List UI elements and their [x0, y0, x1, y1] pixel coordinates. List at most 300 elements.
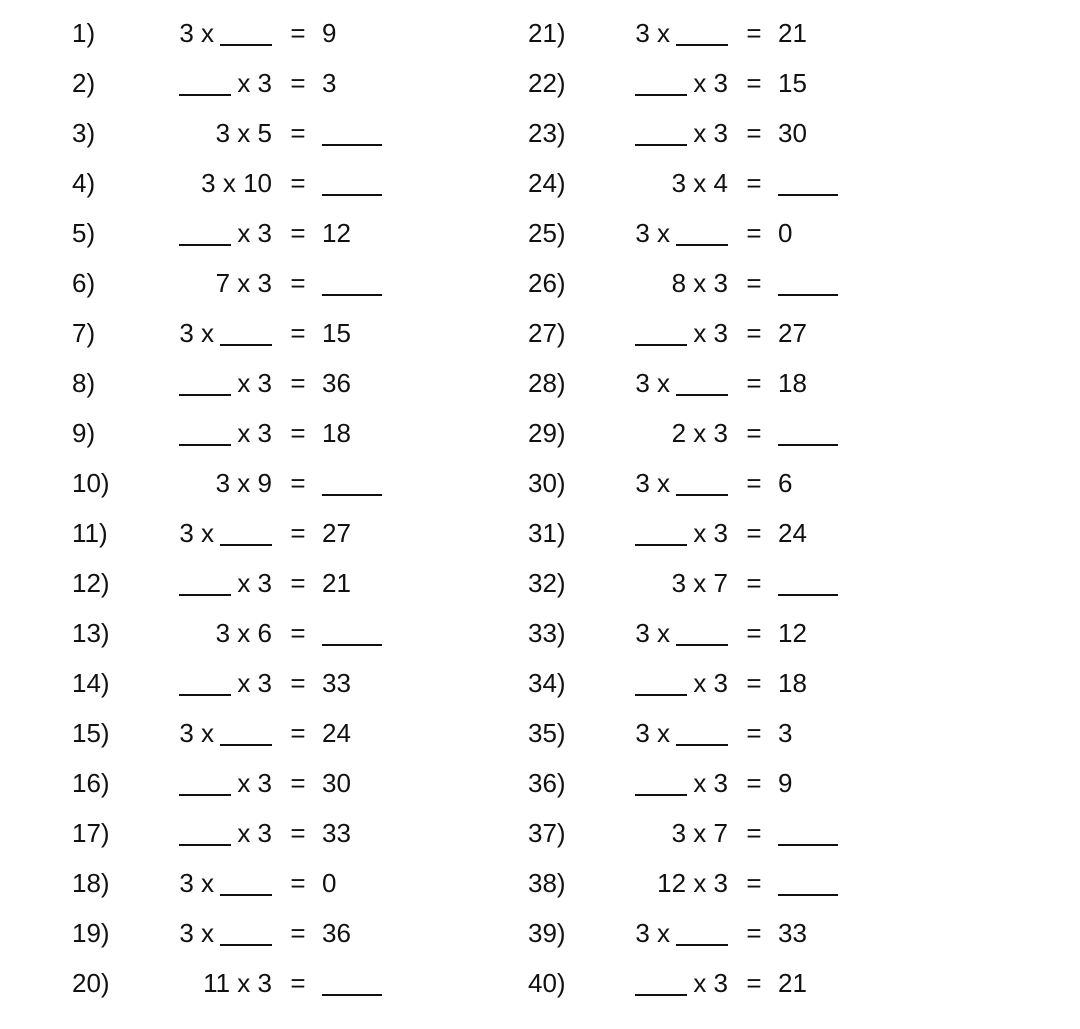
- equals-sign: =: [290, 718, 306, 748]
- equals-sign: =: [290, 518, 306, 548]
- expression-text: x 3: [237, 368, 272, 398]
- equals-sign: =: [290, 768, 306, 798]
- answer-blank[interactable]: [778, 258, 838, 296]
- answer-blank[interactable]: [322, 458, 382, 496]
- problem-number: 40): [528, 968, 566, 998]
- expression-text: x 3: [237, 818, 272, 848]
- expression-left: [168, 458, 272, 508]
- problem-number: 3): [72, 118, 96, 148]
- answer-blank[interactable]: [778, 558, 838, 596]
- problem-number: 29): [528, 418, 566, 448]
- result-value: 33: [322, 818, 351, 848]
- expression-right: [778, 208, 858, 258]
- answer-blank[interactable]: [179, 558, 231, 596]
- result-value: 21: [322, 568, 351, 598]
- expression-right: [778, 308, 858, 358]
- expression-text: x 3: [693, 68, 728, 98]
- equals-sign: =: [746, 568, 762, 598]
- expression-left: [624, 708, 728, 758]
- problem-row: [528, 608, 948, 658]
- expression-right: [778, 858, 858, 908]
- equals-sign: =: [746, 718, 762, 748]
- problem-number: 2): [72, 68, 96, 98]
- problem-number: 5): [72, 218, 96, 248]
- answer-blank[interactable]: [635, 508, 687, 546]
- expression-left: [168, 858, 272, 908]
- result-value: 0: [778, 218, 793, 248]
- expression-text: 3 x: [635, 368, 670, 398]
- equals-sign: =: [746, 118, 762, 148]
- problem-number: 12): [72, 568, 110, 598]
- expression-right: [778, 758, 858, 808]
- expression-text: 2 x 3: [671, 418, 728, 448]
- problem-column-right: [528, 8, 948, 1018]
- problem-number: 7): [72, 318, 96, 348]
- expression-text: x 3: [693, 968, 728, 998]
- expression-right: [778, 458, 858, 508]
- expression-left: [624, 508, 728, 558]
- expression-text: 3 x: [179, 518, 214, 548]
- problem-number: 25): [528, 218, 566, 248]
- equals-sign: =: [290, 368, 306, 398]
- result-value: 12: [778, 618, 807, 648]
- expression-text: 3 x: [635, 468, 670, 498]
- expression-text: 3 x: [635, 718, 670, 748]
- equals-sign: =: [290, 868, 306, 898]
- answer-blank[interactable]: [179, 58, 231, 96]
- problem-number: 18): [72, 868, 110, 898]
- expression-left: [168, 758, 272, 808]
- equals-sign: =: [290, 68, 306, 98]
- answer-blank[interactable]: [676, 608, 728, 646]
- expression-left: [168, 108, 272, 158]
- expression-text: 3 x 7: [671, 818, 728, 848]
- expression-right: [322, 608, 402, 658]
- equals-sign: =: [290, 968, 306, 998]
- problem-row: [528, 158, 948, 208]
- problem-number: 9): [72, 418, 96, 448]
- problem-row: [528, 58, 948, 108]
- expression-left: [168, 8, 272, 58]
- equals-sign: =: [290, 568, 306, 598]
- answer-blank[interactable]: [220, 908, 272, 946]
- answer-blank[interactable]: [322, 608, 382, 646]
- answer-blank[interactable]: [179, 808, 231, 846]
- expression-text: x 3: [237, 768, 272, 798]
- expression-right: [778, 408, 858, 458]
- expression-right: [778, 808, 858, 858]
- answer-blank[interactable]: [322, 958, 382, 996]
- expression-left: [168, 158, 272, 208]
- result-value: 30: [322, 768, 351, 798]
- result-value: 3: [778, 718, 793, 748]
- answer-blank[interactable]: [676, 708, 728, 746]
- expression-text: x 3: [237, 68, 272, 98]
- equals-sign: =: [746, 868, 762, 898]
- expression-left: [624, 658, 728, 708]
- expression-left: [168, 508, 272, 558]
- problem-number: 10): [72, 468, 110, 498]
- answer-blank[interactable]: [635, 58, 687, 96]
- problem-number: 13): [72, 618, 110, 648]
- expression-text: 3 x 4: [671, 168, 728, 198]
- multiplication-worksheet: [0, 8, 1080, 1018]
- problem-row: [528, 108, 948, 158]
- equals-sign: =: [290, 918, 306, 948]
- answer-blank[interactable]: [635, 958, 687, 996]
- expression-text: 3 x 10: [201, 168, 272, 198]
- problem-number: 20): [72, 968, 110, 998]
- equals-sign: =: [746, 468, 762, 498]
- problem-number: 32): [528, 568, 566, 598]
- expression-right: [322, 108, 402, 158]
- answer-blank[interactable]: [179, 208, 231, 246]
- result-value: 21: [778, 18, 807, 48]
- expression-right: [322, 658, 402, 708]
- expression-right: [778, 8, 858, 58]
- expression-left: [624, 408, 728, 458]
- result-value: 9: [778, 768, 793, 798]
- result-value: 12: [322, 218, 351, 248]
- answer-blank[interactable]: [676, 208, 728, 246]
- expression-text: x 3: [693, 668, 728, 698]
- expression-right: [322, 708, 402, 758]
- expression-text: 8 x 3: [671, 268, 728, 298]
- expression-left: [624, 958, 728, 1008]
- expression-left: [624, 108, 728, 158]
- expression-right: [322, 258, 402, 308]
- answer-blank[interactable]: [220, 508, 272, 546]
- problem-number: 28): [528, 368, 566, 398]
- equals-sign: =: [290, 218, 306, 248]
- expression-left: [168, 608, 272, 658]
- expression-right: [778, 358, 858, 408]
- answer-blank[interactable]: [635, 658, 687, 696]
- expression-text: 3 x: [179, 318, 214, 348]
- result-value: 24: [322, 718, 351, 748]
- problem-number: 1): [72, 18, 96, 48]
- expression-text: 3 x: [179, 718, 214, 748]
- expression-left: [168, 958, 272, 1008]
- equals-sign: =: [746, 968, 762, 998]
- equals-sign: =: [746, 668, 762, 698]
- equals-sign: =: [290, 118, 306, 148]
- expression-left: [168, 258, 272, 308]
- answer-blank[interactable]: [220, 308, 272, 346]
- expression-text: 3 x: [179, 18, 214, 48]
- problem-row: [528, 708, 948, 758]
- result-value: 0: [322, 868, 337, 898]
- expression-text: 7 x 3: [215, 268, 272, 298]
- problem-row: [72, 808, 492, 858]
- problem-row: [528, 408, 948, 458]
- problem-row: [72, 708, 492, 758]
- expression-left: [624, 758, 728, 808]
- expression-left: [624, 208, 728, 258]
- expression-right: [778, 258, 858, 308]
- answer-blank[interactable]: [220, 858, 272, 896]
- expression-right: [778, 708, 858, 758]
- problem-row: [528, 758, 948, 808]
- answer-blank[interactable]: [322, 108, 382, 146]
- expression-text: 3 x: [635, 918, 670, 948]
- expression-text: 3 x 7: [671, 568, 728, 598]
- expression-right: [778, 158, 858, 208]
- problem-number: 24): [528, 168, 566, 198]
- result-value: 36: [322, 918, 351, 948]
- equals-sign: =: [746, 168, 762, 198]
- problem-number: 17): [72, 818, 110, 848]
- expression-right: [322, 858, 402, 908]
- answer-blank[interactable]: [179, 658, 231, 696]
- expression-right: [322, 508, 402, 558]
- result-value: 27: [778, 318, 807, 348]
- problem-row: [72, 458, 492, 508]
- equals-sign: =: [746, 918, 762, 948]
- expression-text: 3 x: [635, 218, 670, 248]
- problem-number: 30): [528, 468, 566, 498]
- problem-number: 38): [528, 868, 566, 898]
- expression-right: [322, 158, 402, 208]
- equals-sign: =: [746, 18, 762, 48]
- expression-right: [322, 808, 402, 858]
- answer-blank[interactable]: [220, 708, 272, 746]
- problem-number: 6): [72, 268, 96, 298]
- result-value: 15: [778, 68, 807, 98]
- equals-sign: =: [290, 618, 306, 648]
- problem-row: [528, 508, 948, 558]
- expression-right: [778, 658, 858, 708]
- expression-right: [322, 458, 402, 508]
- expression-text: 12 x 3: [657, 868, 728, 898]
- expression-text: 3 x: [635, 18, 670, 48]
- answer-blank[interactable]: [322, 158, 382, 196]
- expression-right: [322, 58, 402, 108]
- problem-row: [72, 108, 492, 158]
- problem-row: [528, 208, 948, 258]
- answer-blank[interactable]: [778, 408, 838, 446]
- problem-row: [72, 258, 492, 308]
- problem-row: [72, 158, 492, 208]
- expression-left: [624, 608, 728, 658]
- problem-number: 37): [528, 818, 566, 848]
- problem-row: [72, 308, 492, 358]
- problem-row: [528, 858, 948, 908]
- answer-blank[interactable]: [322, 258, 382, 296]
- equals-sign: =: [746, 618, 762, 648]
- expression-text: x 3: [237, 568, 272, 598]
- expression-right: [322, 558, 402, 608]
- equals-sign: =: [290, 268, 306, 298]
- expression-right: [778, 108, 858, 158]
- problem-row: [72, 208, 492, 258]
- expression-left: [624, 158, 728, 208]
- expression-text: x 3: [693, 318, 728, 348]
- expression-left: [168, 358, 272, 408]
- result-value: 33: [322, 668, 351, 698]
- answer-blank[interactable]: [635, 308, 687, 346]
- problem-row: [528, 308, 948, 358]
- expression-left: [168, 408, 272, 458]
- equals-sign: =: [746, 68, 762, 98]
- problem-number: 27): [528, 318, 566, 348]
- problem-number: 19): [72, 918, 110, 948]
- expression-right: [322, 408, 402, 458]
- result-value: 18: [778, 668, 807, 698]
- result-value: 3: [322, 68, 337, 98]
- result-value: 6: [778, 468, 793, 498]
- expression-left: [624, 908, 728, 958]
- equals-sign: =: [290, 668, 306, 698]
- problem-number: 22): [528, 68, 566, 98]
- expression-text: 3 x: [179, 868, 214, 898]
- expression-right: [322, 358, 402, 408]
- expression-right: [322, 758, 402, 808]
- expression-left: [624, 858, 728, 908]
- problem-row: [72, 358, 492, 408]
- result-value: 15: [322, 318, 351, 348]
- expression-left: [624, 258, 728, 308]
- expression-left: [624, 458, 728, 508]
- expression-right: [778, 608, 858, 658]
- expression-left: [168, 708, 272, 758]
- expression-text: 11 x 3: [203, 968, 272, 998]
- expression-right: [778, 58, 858, 108]
- equals-sign: =: [746, 268, 762, 298]
- problem-row: [528, 908, 948, 958]
- problem-row: [72, 608, 492, 658]
- expression-left: [168, 58, 272, 108]
- result-value: 36: [322, 368, 351, 398]
- expression-right: [778, 908, 858, 958]
- problem-row: [72, 408, 492, 458]
- problem-row: [528, 458, 948, 508]
- expression-left: [168, 908, 272, 958]
- problem-number: 21): [528, 18, 566, 48]
- result-value: 18: [322, 418, 351, 448]
- problem-row: [72, 58, 492, 108]
- problem-row: [528, 658, 948, 708]
- answer-blank[interactable]: [778, 158, 838, 196]
- problem-number: 36): [528, 768, 566, 798]
- equals-sign: =: [746, 768, 762, 798]
- problem-row: [72, 958, 492, 1008]
- problem-number: 26): [528, 268, 566, 298]
- expression-text: x 3: [693, 118, 728, 148]
- problem-row: [72, 658, 492, 708]
- problem-row: [72, 8, 492, 58]
- equals-sign: =: [290, 318, 306, 348]
- expression-left: [168, 658, 272, 708]
- answer-blank[interactable]: [179, 358, 231, 396]
- expression-left: [624, 8, 728, 58]
- expression-right: [322, 8, 402, 58]
- problem-row: [72, 908, 492, 958]
- expression-right: [322, 958, 402, 1008]
- problem-row: [528, 958, 948, 1008]
- equals-sign: =: [746, 418, 762, 448]
- answer-blank[interactable]: [179, 758, 231, 796]
- problem-number: 11): [72, 518, 108, 548]
- problem-row: [528, 808, 948, 858]
- expression-left: [168, 808, 272, 858]
- equals-sign: =: [290, 418, 306, 448]
- expression-left: [168, 558, 272, 608]
- problem-number: 34): [528, 668, 566, 698]
- result-value: 9: [322, 18, 337, 48]
- problem-number: 16): [72, 768, 110, 798]
- equals-sign: =: [746, 368, 762, 398]
- answer-blank[interactable]: [778, 858, 838, 896]
- equals-sign: =: [746, 218, 762, 248]
- equals-sign: =: [290, 18, 306, 48]
- answer-blank[interactable]: [635, 758, 687, 796]
- answer-blank[interactable]: [778, 808, 838, 846]
- problem-row: [528, 358, 948, 408]
- equals-sign: =: [746, 318, 762, 348]
- problem-row: [528, 258, 948, 308]
- answer-blank[interactable]: [220, 8, 272, 46]
- expression-text: 3 x 5: [215, 118, 272, 148]
- expression-left: [624, 558, 728, 608]
- answer-blank[interactable]: [676, 908, 728, 946]
- expression-text: 3 x 6: [215, 618, 272, 648]
- problem-number: 39): [528, 918, 566, 948]
- problem-row: [72, 858, 492, 908]
- equals-sign: =: [746, 818, 762, 848]
- problem-number: 8): [72, 368, 96, 398]
- answer-blank[interactable]: [676, 458, 728, 496]
- equals-sign: =: [290, 168, 306, 198]
- answer-blank[interactable]: [635, 108, 687, 146]
- answer-blank[interactable]: [179, 408, 231, 446]
- expression-right: [322, 308, 402, 358]
- problem-number: 33): [528, 618, 566, 648]
- result-value: 33: [778, 918, 807, 948]
- result-value: 24: [778, 518, 807, 548]
- expression-left: [624, 58, 728, 108]
- expression-text: x 3: [237, 668, 272, 698]
- problem-number: 15): [72, 718, 110, 748]
- equals-sign: =: [290, 468, 306, 498]
- expression-right: [778, 508, 858, 558]
- expression-text: 3 x: [179, 918, 214, 948]
- expression-text: x 3: [693, 768, 728, 798]
- result-value: 30: [778, 118, 807, 148]
- problem-number: 35): [528, 718, 566, 748]
- answer-blank[interactable]: [676, 358, 728, 396]
- expression-right: [778, 958, 858, 1008]
- result-value: 27: [322, 518, 351, 548]
- problem-row: [528, 558, 948, 608]
- expression-right: [778, 558, 858, 608]
- expression-right: [322, 208, 402, 258]
- expression-text: x 3: [237, 418, 272, 448]
- expression-left: [168, 308, 272, 358]
- expression-left: [624, 308, 728, 358]
- problem-number: 23): [528, 118, 566, 148]
- problem-row: [528, 8, 948, 58]
- expression-right: [322, 908, 402, 958]
- expression-text: x 3: [237, 218, 272, 248]
- answer-blank[interactable]: [676, 8, 728, 46]
- expression-text: x 3: [693, 518, 728, 548]
- problem-row: [72, 758, 492, 808]
- expression-text: 3 x: [635, 618, 670, 648]
- problem-number: 14): [72, 668, 110, 698]
- problem-row: [72, 508, 492, 558]
- result-value: 21: [778, 968, 807, 998]
